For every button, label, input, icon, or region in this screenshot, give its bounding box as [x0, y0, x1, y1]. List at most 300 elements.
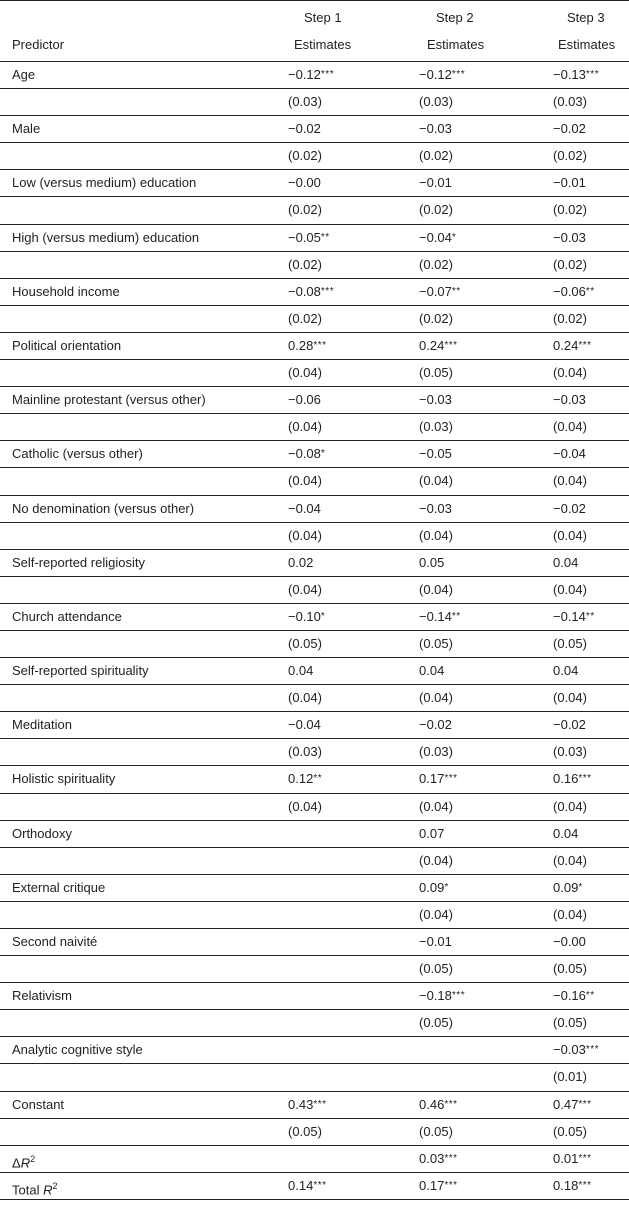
- step3-cell: [553, 387, 586, 413]
- estimate-value: −0.06: [288, 392, 321, 408]
- step2-cell: [419, 225, 456, 251]
- significance-stars: **: [451, 610, 461, 622]
- estimate-value: −0.04: [419, 229, 452, 245]
- row-label-text: Male: [12, 121, 41, 137]
- row-label-text: High (versus medium) education: [12, 229, 200, 245]
- significance-stars: ***: [578, 773, 592, 785]
- step3-cell: [553, 794, 587, 820]
- estimate-value: −0.04: [553, 446, 586, 462]
- row-label: [12, 62, 35, 88]
- table-row: [0, 252, 629, 279]
- estimate-value: (0.04): [288, 798, 322, 814]
- step2-cell: [419, 766, 458, 792]
- estimate-value: −0.03: [419, 500, 452, 516]
- step3-cell: [553, 143, 587, 169]
- estimate-value: −0.07: [419, 283, 452, 299]
- estimate-value: −0.01: [419, 934, 452, 949]
- estimate-value: (0.04): [553, 690, 587, 706]
- step2-cell: [419, 550, 444, 576]
- step2-subheader: Estimates: [427, 37, 485, 52]
- step1-cell: [288, 1092, 327, 1118]
- step2-cell: [419, 360, 453, 386]
- row-label: [12, 1173, 57, 1203]
- significance-stars: **: [320, 231, 330, 243]
- row-label: [12, 116, 40, 142]
- step2-cell: [419, 170, 452, 196]
- estimate-value: 0.09: [419, 879, 445, 895]
- step3-cell: [553, 62, 599, 88]
- step1-cell: [288, 658, 313, 684]
- step1-cell: [288, 604, 325, 630]
- row-label: [12, 1092, 64, 1118]
- table-row: [0, 739, 629, 766]
- row-label-text: External critique: [12, 879, 106, 895]
- step1-cell: [288, 496, 321, 522]
- estimate-value: (0.02): [419, 202, 453, 218]
- table-row: [0, 685, 629, 712]
- table-row: [0, 89, 629, 116]
- step2-cell: [419, 414, 453, 440]
- significance-stars: ***: [444, 339, 458, 351]
- step1-cell: [288, 333, 327, 359]
- estimate-value: −0.03: [553, 392, 586, 408]
- estimate-value: (0.03): [419, 419, 453, 435]
- step2-cell: [419, 875, 449, 901]
- step2-cell: [419, 604, 461, 630]
- step2-header: Step 2: [436, 10, 474, 25]
- estimate-value: (0.05): [419, 1123, 453, 1139]
- step2-cell: [419, 143, 453, 169]
- significance-stars: ***: [444, 773, 458, 785]
- estimate-value: −0.12: [288, 67, 321, 82]
- step3-cell: [553, 333, 592, 359]
- estimate-value: (0.04): [419, 527, 453, 543]
- significance-stars: *: [444, 881, 449, 893]
- step3-cell: [553, 360, 587, 386]
- estimate-value: 0.04: [288, 663, 314, 679]
- significance-stars: ***: [585, 69, 600, 80]
- step2-cell: [419, 956, 453, 982]
- step2-cell: [419, 496, 452, 522]
- row-label-text: Second naivité: [12, 934, 98, 949]
- estimate-value: (0.03): [419, 94, 453, 110]
- step1-cell: [288, 89, 322, 115]
- row-label-text: Self-reported spirituality: [12, 663, 149, 679]
- step2-cell: [419, 62, 465, 88]
- row-label-text: Self-reported religiosity: [12, 554, 145, 570]
- step3-cell: [553, 550, 578, 576]
- step3-cell: [553, 441, 586, 467]
- step3-cell: [553, 306, 587, 332]
- row-label: [12, 279, 120, 305]
- estimate-value: (0.04): [553, 852, 587, 868]
- step1-cell: [288, 252, 322, 278]
- estimate-value: (0.02): [288, 256, 322, 272]
- estimate-value: 0.04: [553, 663, 579, 679]
- significance-stars: ***: [451, 990, 466, 1002]
- estimate-value: (0.03): [553, 94, 587, 110]
- estimate-value: (0.04): [553, 473, 587, 489]
- step3-cell: [553, 1092, 592, 1118]
- table-row: [0, 1119, 629, 1146]
- table-row: [0, 1037, 629, 1064]
- estimate-value: (0.05): [553, 1123, 587, 1139]
- estimate-value: 0.46: [419, 1096, 445, 1112]
- step2-cell: [419, 631, 453, 657]
- table-row: [0, 766, 629, 793]
- table-body: [0, 62, 629, 1200]
- row-label: [12, 983, 72, 1009]
- row-label-text: Orthodoxy: [12, 825, 72, 841]
- estimate-value: (0.05): [553, 961, 587, 977]
- estimate-value: 0.02: [288, 554, 314, 570]
- superscript: 2: [30, 1153, 36, 1164]
- table-row: [0, 170, 629, 197]
- step3-cell: [553, 89, 587, 115]
- estimate-value: −0.12: [419, 67, 452, 82]
- significance-stars: *: [320, 448, 326, 460]
- significance-stars: ***: [444, 1152, 458, 1164]
- estimate-value: 0.07: [419, 825, 445, 841]
- estimate-value: 0.09: [553, 879, 579, 895]
- row-label: [12, 333, 121, 359]
- row-label-text: Total R: [12, 1182, 53, 1198]
- step3-cell: [553, 766, 592, 792]
- step3-cell: [553, 523, 587, 549]
- table-row: [0, 279, 629, 306]
- row-label: [12, 821, 72, 847]
- estimate-value: −0.14: [553, 608, 586, 624]
- row-label: [12, 766, 115, 792]
- step2-cell: [419, 197, 453, 223]
- row-label-text: Low (versus medium) education: [12, 175, 197, 191]
- step3-cell: [553, 875, 583, 901]
- step3-cell: [553, 983, 595, 1009]
- estimate-value: (0.05): [288, 635, 322, 651]
- estimate-value: −0.14: [419, 608, 452, 624]
- row-label: [12, 496, 194, 522]
- predictor-header: Predictor: [12, 37, 65, 52]
- estimate-value: 0.28: [288, 337, 314, 353]
- row-label-text: Church attendance: [12, 608, 122, 624]
- step3-cell: [553, 1173, 592, 1199]
- step3-cell: [553, 848, 587, 874]
- estimate-value: −0.05: [288, 229, 321, 245]
- estimate-value: (0.02): [288, 148, 322, 164]
- step2-cell: [419, 848, 453, 874]
- step3-cell: [553, 739, 587, 765]
- estimate-value: (0.02): [288, 202, 322, 218]
- step3-cell: [553, 1037, 599, 1063]
- step1-cell: [288, 414, 322, 440]
- significance-stars: ***: [320, 285, 335, 297]
- estimate-value: 0.01: [553, 1150, 579, 1166]
- estimate-value: (0.04): [288, 419, 322, 435]
- step1-cell: [288, 360, 322, 386]
- step3-cell: [553, 631, 587, 657]
- significance-stars: **: [585, 610, 595, 622]
- step3-cell: [553, 252, 587, 278]
- step3-header: Step 3: [567, 10, 605, 25]
- estimate-value: −0.01: [553, 175, 586, 191]
- step1-cell: [288, 712, 321, 738]
- table-row: [0, 1092, 629, 1119]
- estimate-value: (0.02): [553, 148, 587, 164]
- step3-cell: [553, 604, 595, 630]
- step2-cell: [419, 387, 452, 413]
- estimate-value: (0.05): [419, 365, 453, 381]
- step2-cell: [419, 577, 453, 603]
- step2-cell: [419, 821, 444, 847]
- table-row: [0, 902, 629, 929]
- row-label: [12, 225, 199, 251]
- step2-cell: [419, 685, 453, 711]
- estimate-value: (0.04): [288, 690, 322, 706]
- row-label-text: Catholic (versus other): [12, 446, 143, 462]
- estimate-value: (0.05): [419, 1015, 453, 1031]
- step1-subheader: Estimates: [294, 37, 352, 52]
- estimate-value: (0.04): [288, 581, 322, 597]
- step3-cell: [553, 902, 587, 928]
- step1-cell: [288, 306, 322, 332]
- table-row: [0, 821, 629, 848]
- row-label: [12, 441, 143, 467]
- step2-cell: [419, 279, 461, 305]
- estimate-value: 0.04: [553, 554, 579, 570]
- estimate-value: (0.04): [419, 906, 453, 922]
- significance-stars: ***: [585, 1044, 600, 1056]
- table-row: [0, 848, 629, 875]
- row-label-text: Holistic spirituality: [12, 771, 116, 787]
- step1-cell: [288, 387, 321, 413]
- step1-cell: [288, 1173, 327, 1199]
- table-row: [0, 143, 629, 170]
- step3-cell: [553, 956, 587, 982]
- estimate-value: −0.04: [288, 500, 321, 516]
- significance-stars: ***: [578, 1152, 592, 1164]
- row-label: [12, 658, 149, 684]
- step1-cell: [288, 441, 325, 467]
- step3-cell: [553, 197, 587, 223]
- table-row: [0, 62, 629, 89]
- estimate-value: 0.16: [553, 771, 579, 787]
- table-row: [0, 306, 629, 333]
- table-row: [0, 116, 629, 143]
- significance-stars: ***: [578, 1179, 592, 1191]
- table-row: [0, 550, 629, 577]
- estimate-value: −0.10: [288, 608, 321, 624]
- step3-cell: [553, 170, 586, 196]
- estimate-value: (0.04): [419, 473, 453, 489]
- table-row: [0, 414, 629, 441]
- step1-cell: [288, 170, 321, 196]
- estimate-value: (0.05): [553, 635, 587, 651]
- row-label-text: Mainline protestant (versus other): [12, 392, 206, 408]
- step1-cell: [288, 468, 322, 494]
- row-label: [12, 387, 206, 413]
- significance-stars: ***: [313, 1179, 327, 1191]
- step2-cell: [419, 1146, 458, 1172]
- step3-cell: [553, 116, 586, 142]
- step3-subheader: Estimates: [558, 37, 616, 52]
- estimate-value: −0.00: [288, 175, 321, 191]
- estimate-value: (0.03): [419, 744, 453, 760]
- estimate-value: (0.04): [553, 419, 587, 435]
- significance-stars: *: [320, 610, 326, 622]
- significance-stars: ***: [578, 1098, 592, 1110]
- table-row: [0, 387, 629, 414]
- estimate-value: −0.03: [553, 229, 586, 245]
- step3-cell: [553, 1119, 587, 1145]
- step2-cell: [419, 306, 453, 332]
- estimate-value: (0.04): [288, 527, 322, 543]
- estimate-value: −0.00: [553, 934, 586, 949]
- step2-cell: [419, 468, 453, 494]
- table-row: [0, 929, 629, 956]
- significance-stars: *: [578, 881, 583, 893]
- significance-stars: **: [585, 285, 595, 297]
- step2-cell: [419, 658, 444, 684]
- step2-cell: [419, 1010, 453, 1036]
- step3-cell: [553, 821, 578, 847]
- estimate-value: (0.02): [419, 148, 453, 164]
- row-label-text: Political orientation: [12, 337, 122, 353]
- table-row: [0, 225, 629, 252]
- table-row: [0, 658, 629, 685]
- step2-cell: [419, 983, 465, 1009]
- estimate-value: −0.03: [419, 392, 452, 408]
- step1-cell: [288, 739, 322, 765]
- significance-stars: **: [585, 990, 595, 1002]
- row-label-text: ΔR: [12, 1155, 31, 1171]
- step3-cell: [553, 414, 587, 440]
- estimate-value: 0.04: [419, 663, 445, 679]
- significance-stars: *: [451, 231, 457, 243]
- step2-cell: [419, 794, 453, 820]
- estimate-value: 0.17: [419, 1177, 445, 1193]
- estimate-value: (0.03): [553, 744, 587, 760]
- table-row: [0, 875, 629, 902]
- table-row: [0, 712, 629, 739]
- estimate-value: (0.04): [553, 527, 587, 543]
- step3-cell: [553, 496, 586, 522]
- estimate-value: 0.47: [553, 1096, 579, 1112]
- table-row: [0, 441, 629, 468]
- step1-cell: [288, 197, 322, 223]
- estimate-value: −0.08: [288, 283, 321, 299]
- row-label: [12, 1037, 143, 1063]
- estimate-value: (0.05): [419, 635, 453, 651]
- step3-cell: [553, 577, 587, 603]
- row-label-text: No denomination (versus other): [12, 500, 195, 516]
- estimate-value: 0.24: [553, 337, 579, 353]
- estimate-value: −0.02: [553, 121, 586, 137]
- estimate-value: −0.02: [419, 717, 452, 733]
- significance-stars: ***: [444, 1098, 458, 1110]
- row-label-text: Relativism: [12, 988, 72, 1004]
- estimate-value: 0.05: [419, 554, 445, 570]
- estimate-value: (0.05): [553, 1015, 587, 1031]
- step3-cell: [553, 929, 586, 955]
- estimate-value: (0.04): [419, 581, 453, 597]
- step2-cell: [419, 1092, 458, 1118]
- row-label: [12, 170, 196, 196]
- significance-stars: ***: [313, 339, 327, 351]
- step3-cell: [553, 685, 587, 711]
- step2-cell: [419, 1119, 453, 1145]
- estimate-value: 0.03: [419, 1150, 445, 1166]
- estimate-value: (0.02): [553, 310, 587, 326]
- estimate-value: (0.04): [553, 798, 587, 814]
- estimate-value: −0.16: [553, 988, 586, 1004]
- step1-cell: [288, 143, 322, 169]
- step1-header: Step 1: [304, 10, 342, 25]
- estimate-value: −0.03: [419, 121, 452, 137]
- step1-cell: [288, 631, 322, 657]
- table-row: [0, 1173, 629, 1200]
- step1-cell: [288, 116, 321, 142]
- step2-cell: [419, 252, 453, 278]
- significance-stars: ***: [451, 69, 466, 80]
- step3-cell: [553, 1010, 587, 1036]
- step3-cell: [553, 658, 578, 684]
- estimate-value: −0.13: [553, 67, 586, 82]
- estimate-value: (0.01): [553, 1069, 587, 1085]
- step1-cell: [288, 766, 322, 792]
- significance-stars: ***: [313, 1098, 327, 1110]
- table-row: [0, 197, 629, 224]
- step3-cell: [553, 225, 586, 251]
- step3-cell: [553, 279, 595, 305]
- table-row: [0, 1146, 629, 1173]
- estimate-value: (0.02): [419, 310, 453, 326]
- estimate-value: −0.02: [553, 717, 586, 733]
- estimate-value: (0.03): [288, 744, 322, 760]
- row-label-text: Constant: [12, 1096, 65, 1112]
- table-row: [0, 496, 629, 523]
- estimate-value: 0.04: [553, 825, 579, 841]
- estimate-value: −0.04: [288, 717, 321, 733]
- row-label: [12, 712, 72, 738]
- estimate-value: 0.17: [419, 771, 445, 787]
- step1-cell: [288, 279, 334, 305]
- row-label-text: Household income: [12, 283, 120, 299]
- step2-cell: [419, 89, 453, 115]
- table-row: [0, 1010, 629, 1037]
- row-label: [12, 550, 145, 576]
- estimate-value: (0.03): [288, 94, 322, 110]
- step1-cell: [288, 62, 334, 88]
- estimate-value: −0.08: [288, 446, 321, 462]
- table-row: [0, 604, 629, 631]
- row-label: [12, 1146, 35, 1176]
- estimate-value: −0.06: [553, 283, 586, 299]
- estimate-value: −0.03: [553, 1042, 586, 1058]
- estimate-value: (0.04): [288, 365, 322, 381]
- row-label-text: Meditation: [12, 717, 72, 733]
- superscript: 2: [52, 1180, 58, 1191]
- significance-stars: ***: [578, 339, 592, 351]
- estimate-value: −0.05: [419, 446, 452, 462]
- significance-stars: **: [313, 773, 323, 785]
- table-row: [0, 523, 629, 550]
- step1-cell: [288, 1119, 322, 1145]
- estimate-value: (0.02): [553, 256, 587, 272]
- estimate-value: (0.02): [553, 202, 587, 218]
- step2-cell: [419, 441, 452, 467]
- estimate-value: 0.12: [288, 771, 314, 787]
- step2-cell: [419, 523, 453, 549]
